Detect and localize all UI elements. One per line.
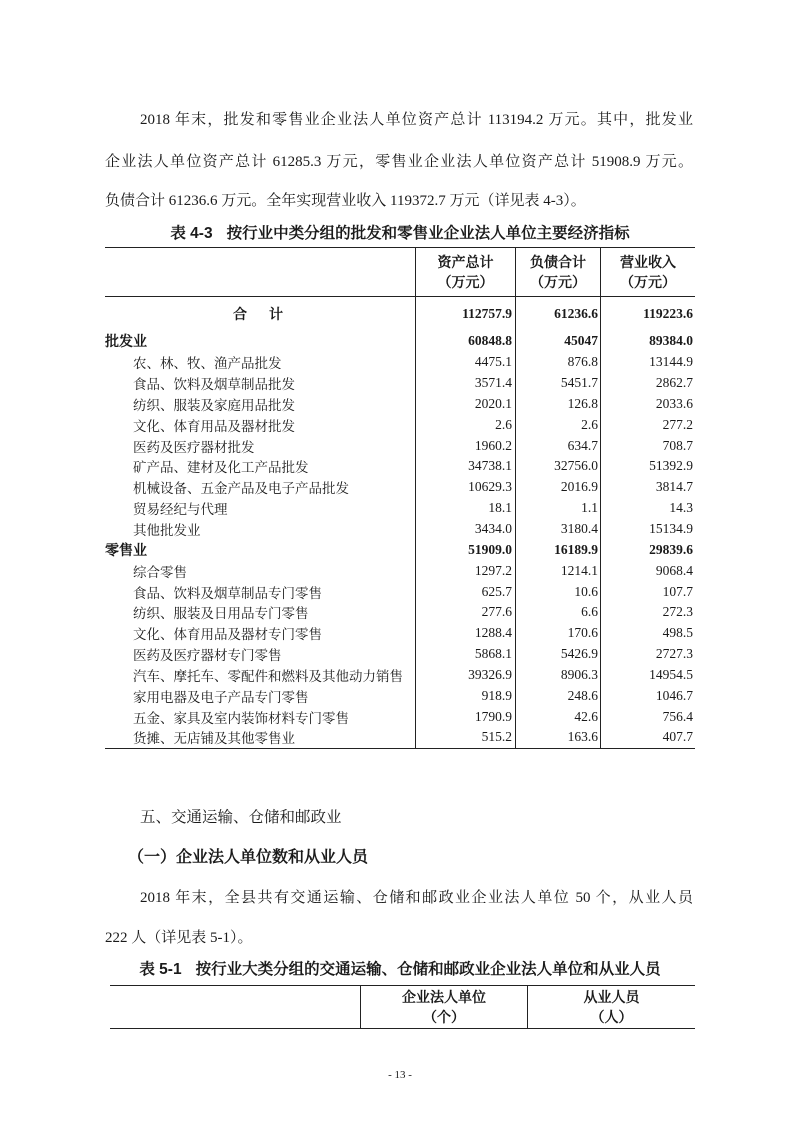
row-label: 贸易经纪与代理 — [133, 502, 228, 518]
row-label: 五金、家具及室内装饰材料专门零售 — [133, 710, 349, 726]
total-liabilities-cell: 1214.1 — [515, 560, 600, 581]
operating-revenue-cell: 756.4 — [600, 706, 695, 727]
row-label: 纺织、服装及日用品专门零售 — [133, 606, 309, 622]
header-employees — [527, 986, 695, 1028]
total-assets-cell: 515.2 — [415, 727, 515, 748]
total-assets-cell: 10629.3 — [415, 477, 515, 498]
row-label: 机械设备、五金产品及电子产品批发 — [133, 481, 349, 497]
total-liabilities-cell: 10.6 — [515, 581, 600, 602]
table-4-3-title — [105, 223, 695, 245]
row-label: 其他批发业 — [133, 523, 201, 539]
table-header-row — [110, 986, 695, 1028]
header-label: 资产总计 — [437, 254, 494, 270]
operating-revenue-cell: 3814.7 — [600, 477, 695, 498]
table-row — [105, 560, 695, 581]
header-label: 负债合计 — [530, 254, 586, 270]
operating-revenue-cell: 29839.6 — [600, 539, 695, 560]
header-blank-cell — [105, 248, 415, 296]
total-liabilities-cell: 163.6 — [515, 727, 600, 748]
total-liabilities-cell: 32756.0 — [515, 456, 600, 477]
operating-revenue-cell: 119223.6 — [600, 297, 695, 331]
header-operating-revenue — [600, 248, 695, 296]
header-label: 企业法人单位 — [402, 989, 486, 1005]
header-blank-cell — [110, 986, 360, 1028]
total-liabilities-cell: 61236.6 — [515, 297, 600, 331]
operating-revenue-cell: 51392.9 — [600, 456, 695, 477]
total-assets-cell: 39326.9 — [415, 665, 515, 686]
table-row — [105, 685, 695, 706]
total-assets-cell: 112757.9 — [415, 297, 515, 331]
table-row — [105, 623, 695, 644]
total-label: 合 计 — [233, 308, 287, 323]
header-label: 营业收入 — [620, 254, 676, 270]
table-row — [105, 644, 695, 665]
table-row — [105, 498, 695, 519]
row-label: 纺织、服装及家庭用品批发 — [133, 397, 295, 413]
total-assets-cell: 5868.1 — [415, 644, 515, 665]
row-label: 家用电器及电子产品专门零售 — [133, 689, 309, 705]
row-label: 货摊、无店铺及其他零售业 — [133, 731, 295, 747]
header-label: 从业人员 — [583, 989, 640, 1005]
table-caption: 按行业中类分组的批发和零售业企业法人单位主要经济指标 — [226, 225, 630, 242]
total-liabilities-cell: 5426.9 — [515, 644, 600, 665]
total-liabilities-cell: 8906.3 — [515, 665, 600, 686]
total-liabilities-cell: 42.6 — [515, 706, 600, 727]
total-liabilities-cell: 5451.7 — [515, 373, 600, 394]
operating-revenue-cell: 15134.9 — [600, 519, 695, 540]
total-liabilities-cell: 3180.4 — [515, 519, 600, 540]
row-label: 食品、饮料及烟草制品专门零售 — [133, 585, 322, 601]
total-assets-cell: 2020.1 — [415, 394, 515, 415]
section-heading: 五、交通运输、仓储和邮政业 — [140, 809, 342, 826]
table-category-row — [105, 331, 695, 352]
operating-revenue-cell: 1046.7 — [600, 685, 695, 706]
table-5-1 — [110, 985, 695, 1029]
intro-paragraph-line: 企业法人单位资产总计 61285.3 万元，零售业企业法人单位资产总计 51908.9 万元。 — [105, 154, 693, 170]
total-assets-cell: 4475.1 — [415, 352, 515, 373]
total-liabilities-cell: 45047 — [515, 331, 600, 352]
table-row — [105, 519, 695, 540]
table-row — [105, 706, 695, 727]
operating-revenue-cell: 407.7 — [600, 727, 695, 748]
table-row — [105, 373, 695, 394]
table-header-row — [105, 248, 695, 297]
header-unit: （万元） — [437, 274, 494, 290]
row-label: 综合零售 — [133, 564, 187, 580]
operating-revenue-cell: 14.3 — [600, 498, 695, 519]
table-row — [105, 414, 695, 435]
row-label: 批发业 — [105, 333, 147, 350]
total-assets-cell: 1960.2 — [415, 435, 515, 456]
table-number: 表 4-3 — [170, 225, 213, 242]
header-total-assets — [415, 248, 515, 296]
table-body — [105, 331, 695, 748]
operating-revenue-cell: 498.5 — [600, 623, 695, 644]
total-assets-cell: 277.6 — [415, 602, 515, 623]
section-paragraph-line: 222 人（详见表 5-1）。 — [105, 930, 253, 946]
table-5-1-title — [105, 959, 695, 981]
operating-revenue-cell: 107.7 — [600, 581, 695, 602]
total-assets-cell: 625.7 — [415, 581, 515, 602]
total-liabilities-cell: 2016.9 — [515, 477, 600, 498]
table-4-3 — [105, 247, 695, 749]
total-assets-cell: 3571.4 — [415, 373, 515, 394]
intro-paragraph-line: 负债合计 61236.6 万元。全年实现营业收入 119372.7 万元（详见表 4-3）。 — [105, 193, 586, 209]
row-label: 医药及医疗器材批发 — [133, 439, 255, 455]
total-liabilities-cell: 876.8 — [515, 352, 600, 373]
operating-revenue-cell: 14954.5 — [600, 665, 695, 686]
table-row — [105, 581, 695, 602]
total-assets-cell: 918.9 — [415, 685, 515, 706]
table-caption: 按行业大类分组的交通运输、仓储和邮政业企业法人单位和从业人员 — [195, 961, 661, 978]
total-liabilities-cell: 1.1 — [515, 498, 600, 519]
total-assets-cell: 51909.0 — [415, 539, 515, 560]
table-row — [105, 394, 695, 415]
page-number: - 13 - — [388, 1069, 412, 1081]
operating-revenue-cell: 2862.7 — [600, 373, 695, 394]
row-label: 矿产品、建材及化工产品批发 — [133, 460, 309, 476]
row-label: 零售业 — [105, 541, 147, 558]
table-row — [105, 352, 695, 373]
operating-revenue-cell: 2033.6 — [600, 394, 695, 415]
table-number: 表 5-1 — [139, 961, 182, 978]
table-row — [105, 435, 695, 456]
total-liabilities-cell: 170.6 — [515, 623, 600, 644]
operating-revenue-cell: 708.7 — [600, 435, 695, 456]
operating-revenue-cell: 13144.9 — [600, 352, 695, 373]
total-liabilities-cell: 634.7 — [515, 435, 600, 456]
operating-revenue-cell: 2727.3 — [600, 644, 695, 665]
row-label: 农、林、牧、渔产品批发 — [133, 356, 282, 372]
section-paragraph-line: 2018 年末，全县共有交通运输、仓储和邮政业企业法人单位 50 个，从业人员 — [140, 890, 693, 906]
table-row — [105, 727, 695, 748]
table-row — [105, 456, 695, 477]
total-assets-cell: 2.6 — [415, 414, 515, 435]
total-assets-cell: 3434.0 — [415, 519, 515, 540]
row-label: 汽车、摩托车、零配件和燃料及其他动力销售 — [133, 668, 403, 684]
operating-revenue-cell: 277.2 — [600, 414, 695, 435]
header-total-liabilities — [515, 248, 600, 296]
table-category-row — [105, 539, 695, 560]
row-label: 医药及医疗器材专门零售 — [133, 648, 282, 664]
table-total-row — [105, 297, 695, 331]
table-row — [105, 477, 695, 498]
header-unit: （个） — [423, 1009, 465, 1025]
operating-revenue-cell: 9068.4 — [600, 560, 695, 581]
header-enterprise-units — [360, 986, 527, 1028]
total-liabilities-cell: 16189.9 — [515, 539, 600, 560]
total-liabilities-cell: 248.6 — [515, 685, 600, 706]
header-unit: （万元） — [620, 274, 676, 290]
total-assets-cell: 1297.2 — [415, 560, 515, 581]
header-unit: （人） — [590, 1009, 633, 1025]
table-row — [105, 602, 695, 623]
table-row — [105, 665, 695, 686]
operating-revenue-cell: 272.3 — [600, 602, 695, 623]
total-liabilities-cell: 6.6 — [515, 602, 600, 623]
total-assets-cell: 34738.1 — [415, 456, 515, 477]
header-unit: （万元） — [530, 274, 586, 290]
intro-paragraph-line: 2018 年末，批发和零售业企业法人单位资产总计 113194.2 万元。其中，批发业 — [140, 112, 693, 128]
total-assets-cell: 1790.9 — [415, 706, 515, 727]
total-liabilities-cell: 2.6 — [515, 414, 600, 435]
total-assets-cell: 18.1 — [415, 498, 515, 519]
total-liabilities-cell: 126.8 — [515, 394, 600, 415]
row-label: 食品、饮料及烟草制品批发 — [133, 377, 295, 393]
row-label: 文化、体育用品及器材批发 — [133, 418, 295, 434]
operating-revenue-cell: 89384.0 — [600, 331, 695, 352]
total-assets-cell: 1288.4 — [415, 623, 515, 644]
section-subheading: （一）企业法人单位数和从业人员 — [128, 849, 369, 866]
total-assets-cell: 60848.8 — [415, 331, 515, 352]
row-label: 文化、体育用品及器材专门零售 — [133, 627, 322, 643]
